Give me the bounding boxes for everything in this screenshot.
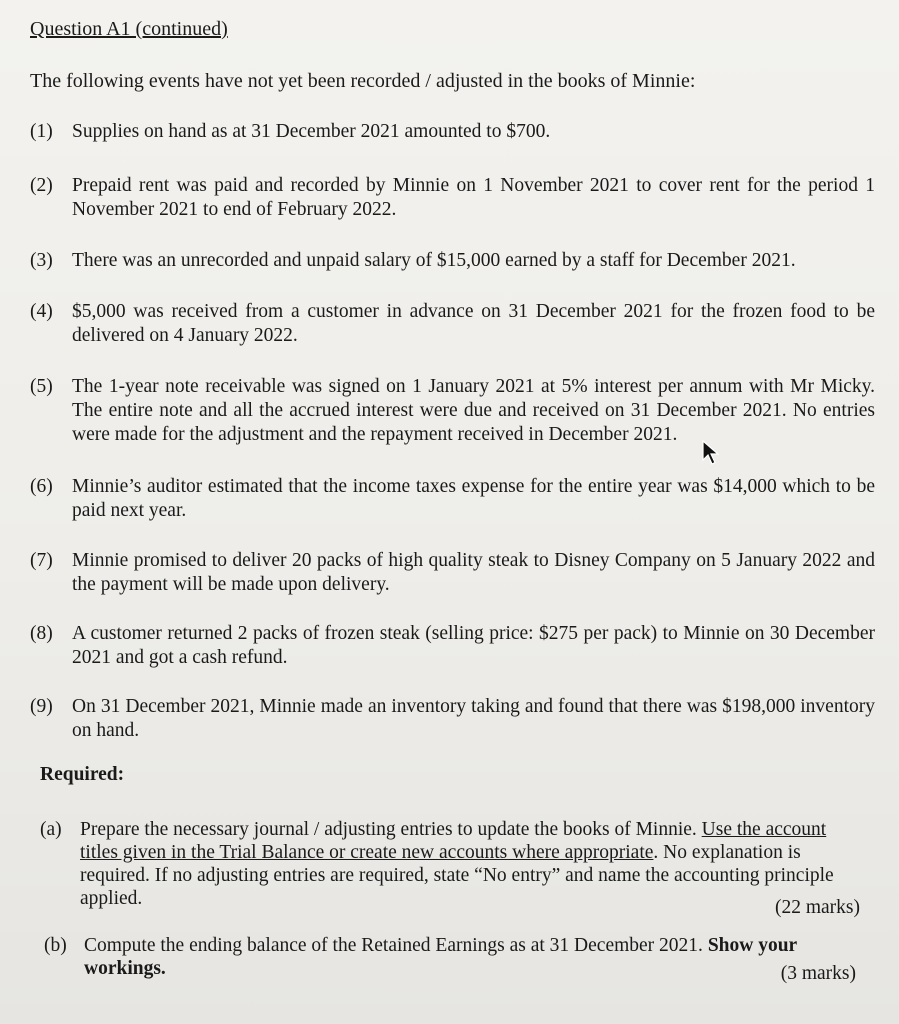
event-number: (2) (30, 175, 53, 196)
event-number: (4) (30, 301, 53, 322)
event-item-4 (30, 300, 875, 348)
event-text: The 1-year note receivable was signed on 1 January 2021 at 5% interest per annum with Mr Micky. The entire note and all the accrued interest were due and received on 31 December 2021. No entries were made for the adjustment and the repayment received in December 2021. (72, 376, 875, 445)
event-item-8 (30, 622, 875, 670)
part-a-underlined-text: Use the account titles given in the Trial Balance or create new accounts where appropriate (80, 819, 827, 863)
part-b-bold-text: Show your workings. (84, 935, 797, 979)
event-number: (8) (30, 623, 53, 644)
event-item-5 (30, 375, 875, 447)
required-heading: Required: (40, 764, 125, 785)
event-number: (9) (30, 696, 53, 717)
part-a-text-end: . No explanation is required. If no adjusting entries are required, state “No entry” and name the accounting principle applied. (80, 842, 834, 909)
event-item-9 (30, 695, 875, 743)
part-a-text (80, 818, 860, 910)
event-number: (7) (30, 550, 53, 571)
event-text: Prepaid rent was paid and recorded by Minnie on 1 November 2021 to cover rent for the period 1 November 2021 to end of February 2022. (72, 175, 875, 220)
part-b-marks: (3 marks) (780, 963, 856, 984)
part-b-number: (b) (44, 935, 67, 956)
event-number: (6) (30, 476, 53, 497)
event-text: Minnie’s auditor estimated that the income taxes expense for the entire year was $14,000 which to be paid next year. (72, 476, 875, 521)
event-item-1 (30, 120, 875, 144)
event-item-3 (30, 249, 875, 273)
event-text: Minnie promised to deliver 20 packs of high quality steak to Disney Company on 5 January 2022 and the payment will be made upon delivery. (72, 550, 875, 595)
part-a-marks: (22 marks) (774, 897, 860, 918)
part-a (40, 818, 860, 918)
part-a-text-start: Prepare the necessary journal / adjusting entries to update the books of Minnie. (80, 819, 697, 840)
question-heading: Question A1 (continued) (30, 18, 228, 40)
event-text: $5,000 was received from a customer in advance on 31 December 2021 for the frozen food to be delivered on 4 January 2022. (72, 301, 875, 346)
event-item-6 (30, 475, 875, 523)
event-text: Supplies on hand as at 31 December 2021 amounted to $700. (72, 121, 551, 142)
event-number: (3) (30, 250, 53, 271)
part-b-text (84, 934, 856, 980)
part-a-number: (a) (40, 819, 62, 840)
event-number: (1) (30, 121, 53, 142)
event-text: A customer returned 2 packs of frozen steak (selling price: $275 per pack) to Minnie on 30 December 2021 and got a cash refund. (72, 623, 875, 668)
event-text: On 31 December 2021, Minnie made an inventory taking and found that there was $198,000 inventory on hand. (72, 696, 875, 741)
mouse-pointer-icon (702, 440, 722, 466)
event-text: There was an unrecorded and unpaid salary of $15,000 earned by a staff for December 2021. (72, 250, 796, 271)
part-b (44, 934, 856, 984)
event-item-2 (30, 174, 875, 222)
event-number: (5) (30, 376, 53, 397)
part-b-text-start: Compute the ending balance of the Retained Earnings as at 31 December 2021. (84, 935, 703, 956)
intro-text: The following events have not yet been recorded / adjusted in the books of Minnie: (30, 70, 696, 92)
event-item-7 (30, 549, 875, 597)
